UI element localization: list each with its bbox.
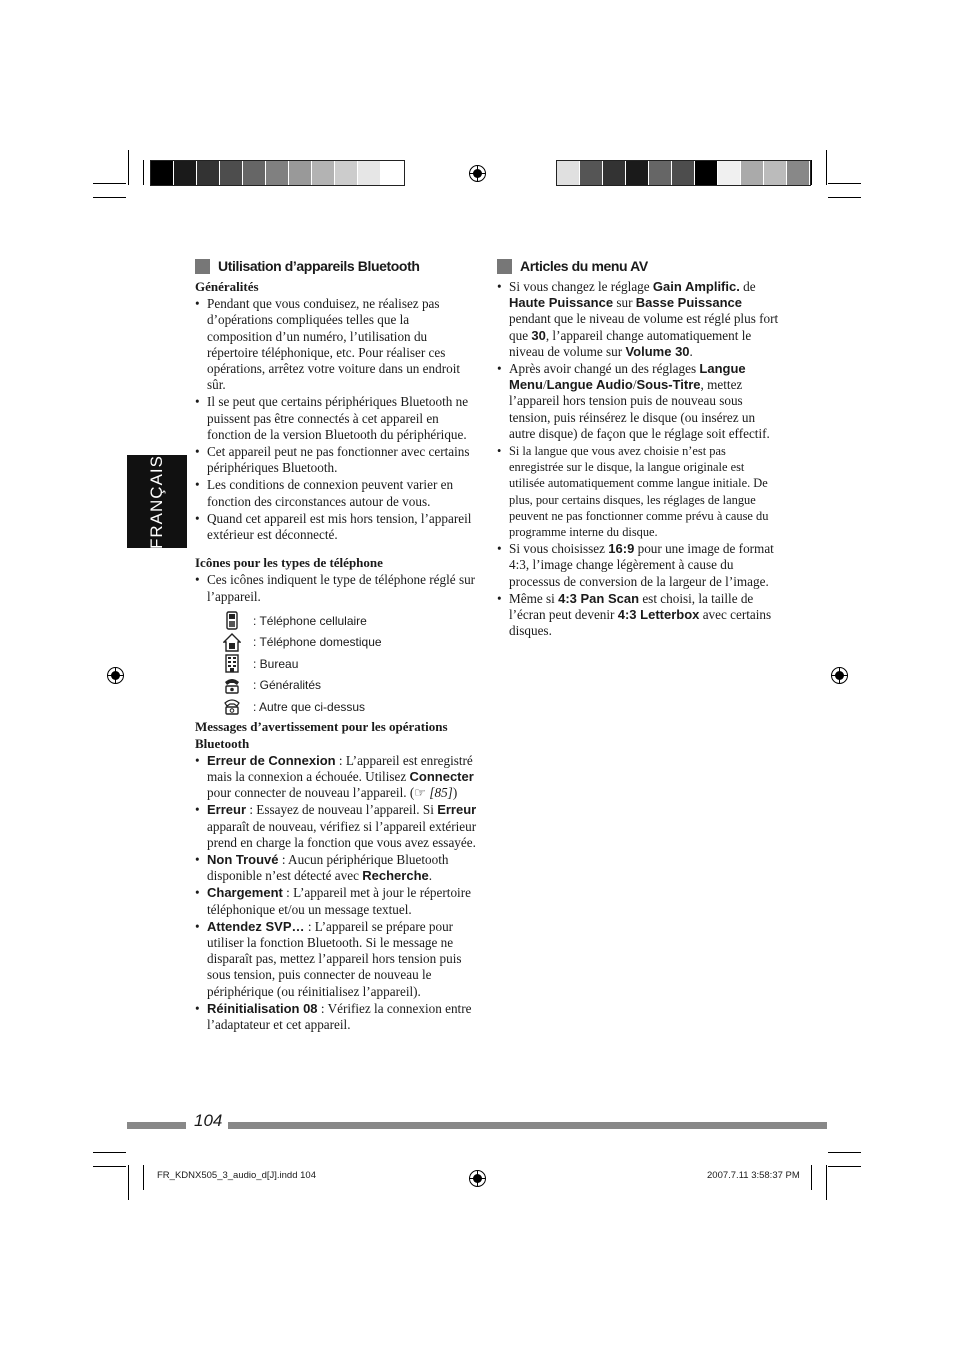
list-item: • Si vous changez le réglage Gain Amplific. de Haute Puissance sur Basse Puissance pendant que le niveau de volume est réglé plus fort que 30, l’appareil change automatiquement le niveau de volume sur Volume 30. [497, 279, 779, 360]
list-item: • Erreur : Essayez de nouveau l’appareil. Si Erreur apparaît de nouveau, vérifiez si l’appareil extérieur prend en charge la fonction que vous avez essayée. [195, 802, 477, 851]
color-swatch [580, 161, 603, 185]
general-list [195, 296, 477, 543]
color-swatch [718, 161, 741, 185]
color-swatch [672, 161, 695, 185]
side-tab-label: FRANÇAIS [147, 454, 166, 549]
list-item: • Ces icônes indiquent le type de téléphone réglé sur l’appareil. [195, 572, 477, 604]
list-item: • Non Trouvé : Aucun périphérique Bluetooth disponible n’est détecté avec Recherche. [195, 852, 477, 884]
av-menu-list [497, 279, 779, 639]
list-item: • Il se peut que certains périphériques Bluetooth ne puissent pas être connectés à cet appareil en fonction de la version Bluetooth du périphérique. [195, 394, 477, 443]
crop-mark [143, 160, 144, 185]
office-building-icon [223, 654, 241, 673]
icon-legend-label: : Bureau [253, 656, 299, 671]
icon-legend-row [223, 631, 477, 653]
icon-legend-label: : Téléphone domestique [253, 635, 382, 649]
crop-mark [828, 183, 861, 184]
color-swatch [266, 161, 289, 185]
mobile-phone-icon [223, 611, 241, 630]
list-item: • Pendant que vous conduisez, ne réalisez pas d’opérations compliquées telles que la composition d’un numéro, l’utilisation du répertoire téléphonique, etc. Pour réaliser ces opérations, arrêtez votre voiture dans un endroit sûr. [195, 296, 477, 393]
icons-intro-list [195, 572, 477, 604]
section-square-icon [195, 259, 210, 274]
crop-mark [826, 1165, 827, 1200]
list-item: • Après avoir changé un des réglages Langue Menu/Langue Audio/Sous-Titre, mettez l’appareil hors tension puis de nouveau sous tension, puis réinsérez le disque (ou insérez un autre disque) de façon que le réglage soit effectif. [497, 361, 779, 442]
home-phone-icon [223, 633, 241, 652]
other-phone-icon [223, 697, 241, 716]
icon-legend-row [223, 653, 477, 675]
phone-icon-legend [223, 610, 477, 718]
color-swatch [787, 161, 810, 185]
color-swatch [557, 161, 580, 185]
color-swatch [603, 161, 626, 185]
crop-mark [811, 1165, 812, 1190]
icon-legend-label: : Généralités [253, 678, 322, 692]
footer-rule-left [127, 1122, 186, 1129]
registration-mark-icon [469, 165, 486, 182]
page-number: 104 [194, 1111, 223, 1130]
crop-mark [93, 183, 126, 184]
language-side-tab [127, 455, 187, 548]
color-swatch [381, 161, 404, 185]
page-reference: [85] [429, 785, 453, 801]
list-item: • Quand cet appareil est mis hors tension, l’appareil extérieur est déconnecté. [195, 511, 477, 543]
crop-mark [143, 1165, 144, 1190]
icon-legend-label: : Autre que ci-dessus [253, 699, 366, 714]
section-heading [195, 257, 477, 275]
color-swatch [626, 161, 649, 185]
list-item: • Si vous choisissez 16:9 pour une image de format 4:3, l’image change légèrement à cause du processus de conversion de la largeur de l’image. [497, 541, 779, 590]
color-swatch [695, 161, 718, 185]
color-swatch [358, 161, 381, 185]
crop-mark [828, 197, 861, 198]
list-item: • Chargement : L’appareil met à jour le répertoire téléphonique et/ou un message textuel. [195, 885, 477, 917]
icon-legend-row [223, 674, 477, 696]
color-swatch [174, 161, 197, 185]
subheading: Messages d’avertissement pour les opérations Bluetooth [195, 719, 448, 751]
section-heading-text: Utilisation d’appareils Bluetooth [218, 257, 420, 274]
color-swatch [335, 161, 358, 185]
list-item: • Erreur de Connexion : L’appareil est enregistré mais la connexion a échouée. Utilisez Connecter pour connecter de nouveau l’appareil. (☞ [85]) [195, 753, 477, 802]
list-item: • Réinitialisation 08 : Vérifiez la connexion entre l’adaptateur et cet appareil. [195, 1001, 477, 1033]
registration-mark-icon [469, 1170, 486, 1187]
slug-filename: FR_KDNX505_3_audio_d[J].indd 104 [157, 1170, 316, 1181]
crop-mark [128, 150, 129, 185]
color-calibration-bar-right [556, 160, 811, 186]
slug-timestamp: 2007.7.11 3:58:37 PM [707, 1170, 800, 1181]
color-swatch [649, 161, 672, 185]
list-item: • Les conditions de connexion peuvent varier en fonction des circonstances autour de vous. [195, 477, 477, 509]
general-phone-icon [223, 676, 241, 695]
list-item: • Si la langue que vous avez choisie n’est pas enregistrée sur le disque, la langue originale est utilisée automatiquement comme langue initiale. De plus, pour certains disques, les réglages de langue peuvent ne pas fonctionner comme prévu à cause du programme interne du disque. [497, 443, 779, 540]
warning-list [195, 753, 477, 1033]
section-heading [497, 257, 779, 275]
icon-legend-row [223, 610, 477, 632]
color-swatch [243, 161, 266, 185]
crop-mark [128, 1165, 129, 1200]
crop-mark [828, 1152, 861, 1153]
crop-mark [811, 160, 812, 185]
color-swatch [764, 161, 787, 185]
color-swatch [151, 161, 174, 185]
subheading: Icônes pour les types de téléphone [195, 555, 383, 571]
crop-mark [93, 1152, 126, 1153]
crop-mark [828, 1166, 861, 1167]
color-swatch [312, 161, 335, 185]
color-swatch [220, 161, 243, 185]
crop-mark [93, 197, 126, 198]
right-column [497, 257, 779, 640]
list-item: • Attendez SVP… : L’appareil se prépare pour utiliser la fonction Bluetooth. Si le message ne disparaît pas, mettez l’appareil hors tension puis sous tension, puis connecter de nouveau le périphérique (ou réinitialisez l’appareil). [195, 919, 477, 1000]
registration-mark-icon [831, 667, 848, 684]
icon-legend-label: : Téléphone cellulaire [253, 613, 367, 628]
icon-legend-row [223, 696, 477, 718]
color-swatch [741, 161, 764, 185]
list-item: • Cet appareil peut ne pas fonctionner avec certains périphériques Bluetooth. [195, 444, 477, 476]
section-heading-text: Articles du menu AV [520, 257, 648, 274]
color-swatch [289, 161, 312, 185]
subheading: Généralités [195, 279, 259, 294]
section-square-icon [497, 259, 512, 274]
left-column [195, 257, 477, 1034]
color-swatch [197, 161, 220, 185]
crop-mark [826, 150, 827, 185]
footer-rule-right [228, 1122, 827, 1129]
list-item: • Même si 4:3 Pan Scan est choisi, la taille de l’écran peut devenir 4:3 Letterbox avec certains disques. [497, 591, 779, 640]
color-calibration-bar-left [150, 160, 405, 186]
registration-mark-icon [107, 667, 124, 684]
crop-mark [93, 1166, 126, 1167]
